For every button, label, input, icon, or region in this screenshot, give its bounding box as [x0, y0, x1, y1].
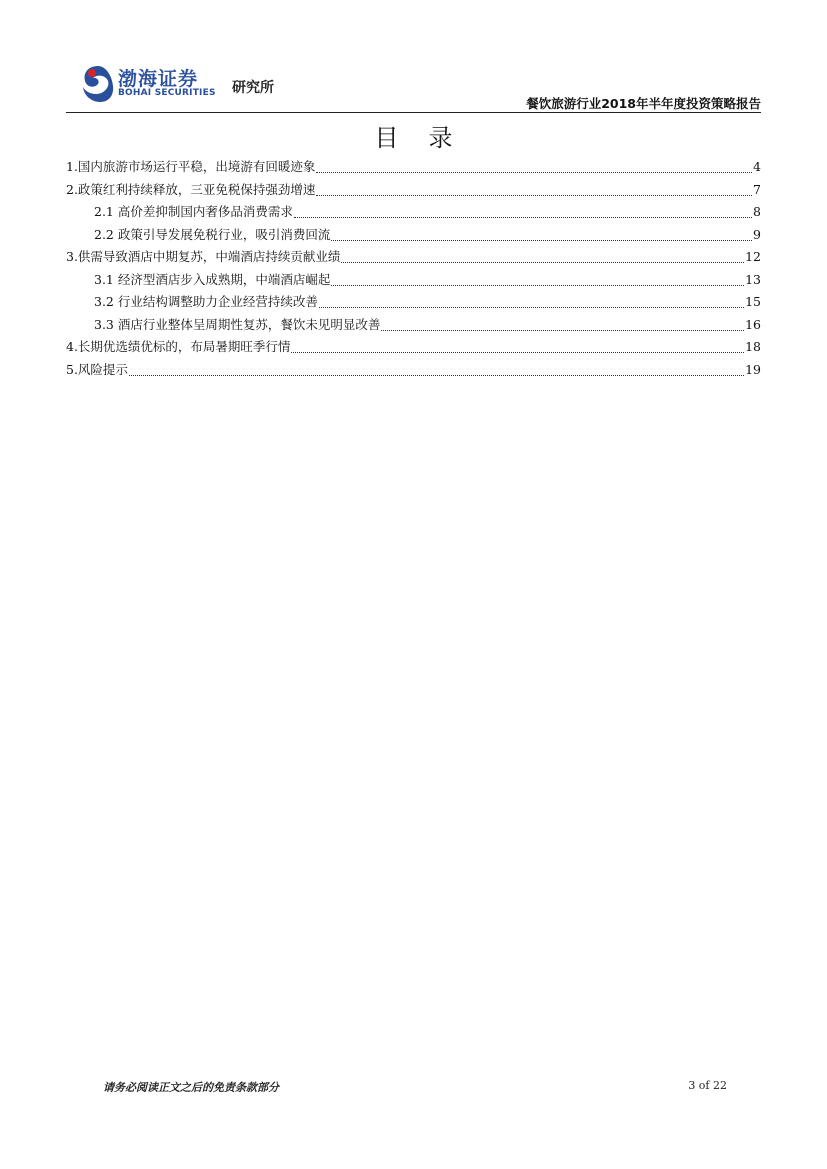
toc-entry-label: 4.长期优选绩优标的，布局暑期旺季行情	[66, 339, 291, 354]
toc-leader-dots	[381, 330, 744, 331]
toc-entry-label: 3.3 酒店行业整体呈周期性复苏，餐饮未见明显改善	[94, 316, 381, 332]
toc-entry-page: 13	[745, 271, 761, 287]
department-name: 研究所	[232, 80, 274, 96]
toc-entry-page: 15	[745, 294, 761, 309]
toc-entry[interactable]	[66, 270, 761, 293]
toc-entry[interactable]	[66, 202, 761, 225]
toc-title: 目录	[374, 124, 483, 152]
page-indicator: 3 of 22	[688, 1079, 727, 1092]
toc-entry[interactable]	[66, 360, 761, 383]
toc-entry[interactable]	[66, 157, 761, 180]
toc-leader-dots	[319, 307, 744, 308]
toc-entry[interactable]	[66, 292, 761, 315]
toc-leader-dots	[316, 172, 752, 173]
toc-leader-dots	[294, 217, 752, 218]
toc-entry-page: 19	[745, 361, 761, 377]
company-name-cn: 渤海证券	[118, 68, 199, 90]
toc-entry-label: 1.国内旅游市场运行平稳，出境游有回暖迹象	[66, 159, 316, 174]
toc-entry-page: 16	[745, 316, 761, 332]
toc-leader-dots	[341, 262, 744, 263]
table-of-contents	[66, 157, 761, 382]
toc-leader-dots	[129, 375, 744, 376]
toc-leader-dots	[316, 195, 752, 196]
toc-entry[interactable]	[66, 180, 761, 203]
toc-entry[interactable]	[66, 315, 761, 338]
toc-entry-label: 2.2 政策引导发展免税行业，吸引消费回流	[94, 226, 331, 242]
toc-leader-dots	[331, 285, 744, 286]
toc-entry[interactable]	[66, 225, 761, 248]
toc-entry-label: 3.1 经济型酒店步入成熟期，中端酒店崛起	[94, 271, 331, 287]
toc-entry-page: 8	[753, 204, 761, 219]
toc-leader-dots	[291, 352, 744, 353]
bohai-logo-icon	[80, 64, 116, 104]
toc-entry[interactable]	[66, 247, 761, 270]
footer-disclaimer: 请务必阅读正文之后的免责条款部分	[103, 1081, 279, 1094]
toc-entry-label: 2.1 高价差抑制国内奢侈品消费需求	[94, 204, 293, 219]
toc-entry-page: 9	[753, 226, 761, 242]
header-divider	[66, 112, 761, 113]
toc-entry-label: 5.风险提示	[66, 361, 128, 377]
toc-entry-label: 3.2 行业结构调整助力企业经营持续改善	[94, 294, 318, 309]
toc-entry-page: 12	[745, 249, 761, 264]
toc-entry-page: 18	[745, 339, 761, 354]
toc-entry-page: 7	[753, 181, 761, 197]
toc-leader-dots	[331, 240, 752, 241]
toc-entry-label: 3.供需导致酒店中期复苏，中端酒店持续贡献业绩	[66, 249, 341, 264]
company-name-en: BOHAI SECURITIES	[118, 88, 216, 98]
header-logo	[80, 64, 290, 104]
toc-entry-page: 4	[753, 159, 761, 174]
toc-entry[interactable]	[66, 337, 761, 360]
toc-entry-label: 2.政策红利持续释放，三亚免税保持强劲增速	[66, 181, 316, 197]
report-title: 餐饮旅游行业2018年半年度投资策略报告	[526, 96, 761, 111]
